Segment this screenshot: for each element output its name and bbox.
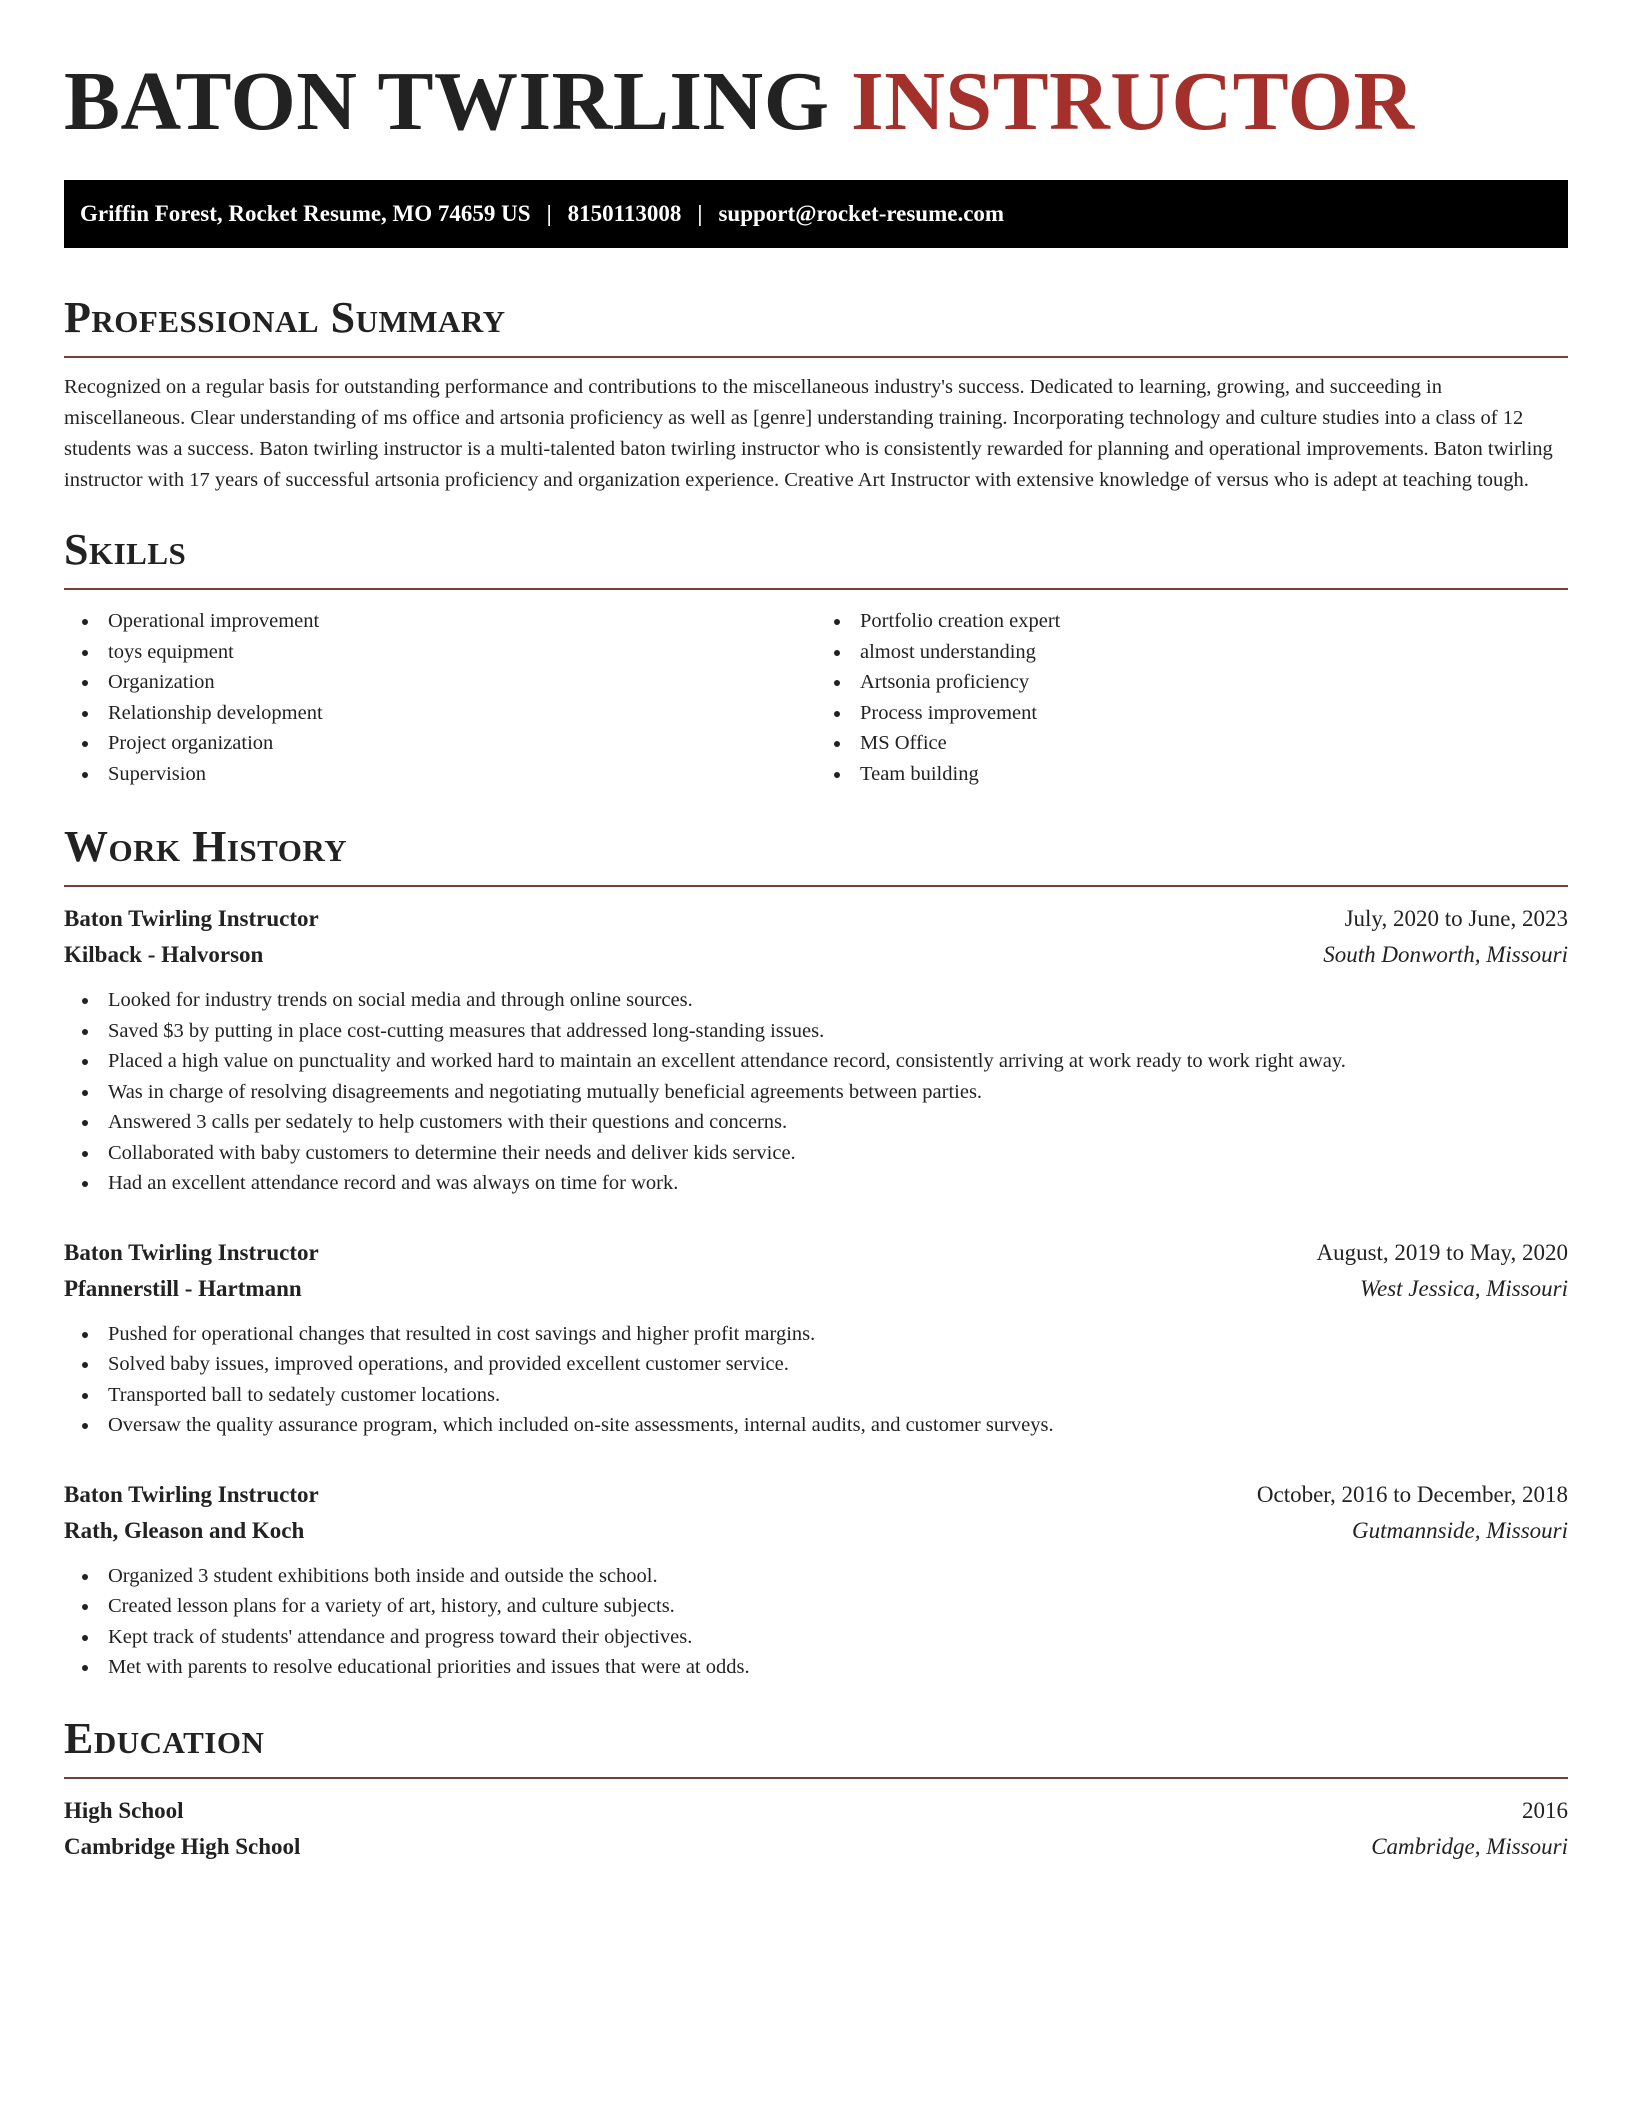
- job-bullet: Created lesson plans for a variety of art, history, and culture subjects.: [64, 1591, 1568, 1622]
- skills-column-left: [64, 606, 816, 789]
- job-bullet: Collaborated with baby customers to determine their needs and deliver kids service.: [64, 1138, 1568, 1169]
- education-degree: High School: [64, 1797, 184, 1823]
- job-bullet: Looked for industry trends on social media and through online sources.: [64, 985, 1568, 1016]
- skills-column-right: [816, 606, 1568, 789]
- job-company: Kilback - Halvorson: [64, 942, 264, 967]
- skills-heading: Skills: [64, 525, 187, 574]
- job-bullet: Oversaw the quality assurance program, which included on-site assessments, internal audits, and customer surveys.: [64, 1410, 1568, 1441]
- job-company: Rath, Gleason and Koch: [64, 1517, 305, 1543]
- contact-separator: |: [546, 201, 552, 226]
- contact-email: support@rocket-resume.com: [718, 201, 1005, 226]
- job-header-row: [64, 901, 1568, 937]
- job-dates: August, 2019 to May, 2020: [1316, 1239, 1568, 1265]
- skills-grid: [64, 606, 1568, 789]
- education-location: Cambridge, Missouri: [1371, 1833, 1568, 1859]
- job-header-row: [64, 1477, 1568, 1513]
- work-history-section: [64, 821, 1568, 1683]
- skill-item: Project organization: [64, 728, 816, 759]
- job-bullet: Had an excellent attendance record and was always on time for work.: [64, 1168, 1568, 1199]
- job-location: South Donworth, Missouri: [1323, 942, 1568, 967]
- job-bullet: Saved $3 by putting in place cost-cutting measures that addressed long-standing issues.: [64, 1016, 1568, 1047]
- contact-address: Griffin Forest, Rocket Resume, MO 74659 US: [80, 201, 531, 226]
- skill-item: Team building: [816, 759, 1568, 790]
- resume-title: [64, 52, 1568, 152]
- job-location: Gutmannside, Missouri: [1352, 1517, 1568, 1543]
- contact-separator: |: [697, 201, 703, 226]
- education-school-row: [64, 1829, 1568, 1865]
- job-title: Baton Twirling Instructor: [64, 1481, 319, 1507]
- education-degree-row: [64, 1793, 1568, 1829]
- job-bullet: Met with parents to resolve educational priorities and issues that were at odds.: [64, 1652, 1568, 1683]
- job-entry: [64, 901, 1568, 1199]
- section-divider: [64, 356, 1568, 358]
- job-bullet: Organized 3 student exhibitions both inside and outside the school.: [64, 1561, 1568, 1592]
- skill-item: MS Office: [816, 728, 1568, 759]
- education-school: Cambridge High School: [64, 1833, 301, 1859]
- title-first-part: BATON TWIRLING: [64, 55, 830, 148]
- education-heading: Education: [64, 1713, 265, 1763]
- skill-item: Supervision: [64, 759, 816, 790]
- job-company-row: [64, 937, 1568, 973]
- job-bullet: Transported ball to sedately customer locations.: [64, 1380, 1568, 1411]
- job-header-row: [64, 1235, 1568, 1271]
- job-bullet: Was in charge of resolving disagreements and negotiating mutually beneficial agreements between parties.: [64, 1077, 1568, 1108]
- job-entry: [64, 1235, 1568, 1441]
- work-history-heading: Work History: [64, 822, 348, 871]
- job-company-row: [64, 1513, 1568, 1549]
- job-bullet: Answered 3 calls per sedately to help customers with their questions and concerns.: [64, 1107, 1568, 1138]
- education-section: [64, 1713, 1568, 1865]
- job-location: West Jessica, Missouri: [1359, 1275, 1568, 1301]
- summary-section: [64, 292, 1568, 496]
- job-bullets: [64, 1319, 1568, 1441]
- skill-item: Portfolio creation expert: [816, 606, 1568, 637]
- job-dates: October, 2016 to December, 2018: [1256, 1481, 1568, 1507]
- job-title: Baton Twirling Instructor: [64, 1239, 319, 1265]
- education-year: 2016: [1522, 1797, 1568, 1823]
- job-bullets: [64, 985, 1568, 1199]
- contact-phone: 8150113008: [567, 201, 682, 226]
- skill-item: toys equipment: [64, 637, 816, 668]
- job-bullet: Placed a high value on punctuality and worked hard to maintain an excellent attendance record, consistently arriving at work ready to work right away.: [64, 1046, 1568, 1077]
- summary-heading: Professional Summary: [64, 293, 506, 342]
- section-divider: [64, 1777, 1568, 1779]
- summary-text: Recognized on a regular basis for outstanding performance and contributions to the miscellaneous industry's success. Dedicated to learning, growing, and succeeding in miscellaneous. Clear understanding of ms office and artsonia proficiency as well as [genre] understanding training. Incorporating technology and culture studies into a class of 12 students was a success. Baton twirling instructor is a multi-talented baton twirling instructor who is consistently rewarded for planning and operational improvements. Baton twirling instructor with 17 years of successful artsonia proficiency and organization experience. Creative Art Instructor with extensive knowledge of versus who is adept at teaching tough.: [64, 376, 1553, 491]
- skill-item: Operational improvement: [64, 606, 816, 637]
- job-bullet: Kept track of students' attendance and progress toward their objectives.: [64, 1622, 1568, 1653]
- contact-bar: [64, 180, 1568, 248]
- skill-item: Organization: [64, 667, 816, 698]
- job-company-row: [64, 1271, 1568, 1307]
- skill-item: almost understanding: [816, 637, 1568, 668]
- section-divider: [64, 588, 1568, 590]
- education-entry: [64, 1793, 1568, 1865]
- title-second-part: INSTRUCTOR: [851, 55, 1415, 148]
- job-title: Baton Twirling Instructor: [64, 906, 319, 931]
- skill-item: Process improvement: [816, 698, 1568, 729]
- skill-item: Artsonia proficiency: [816, 667, 1568, 698]
- job-company: Pfannerstill - Hartmann: [64, 1275, 302, 1301]
- job-bullet: Pushed for operational changes that resulted in cost savings and higher profit margins.: [64, 1319, 1568, 1350]
- job-dates: July, 2020 to June, 2023: [1344, 906, 1568, 931]
- skill-item: Relationship development: [64, 698, 816, 729]
- skills-section: [64, 524, 1568, 789]
- job-bullets: [64, 1561, 1568, 1683]
- job-entry: [64, 1477, 1568, 1683]
- section-divider: [64, 885, 1568, 887]
- job-bullet: Solved baby issues, improved operations, and provided excellent customer service.: [64, 1349, 1568, 1380]
